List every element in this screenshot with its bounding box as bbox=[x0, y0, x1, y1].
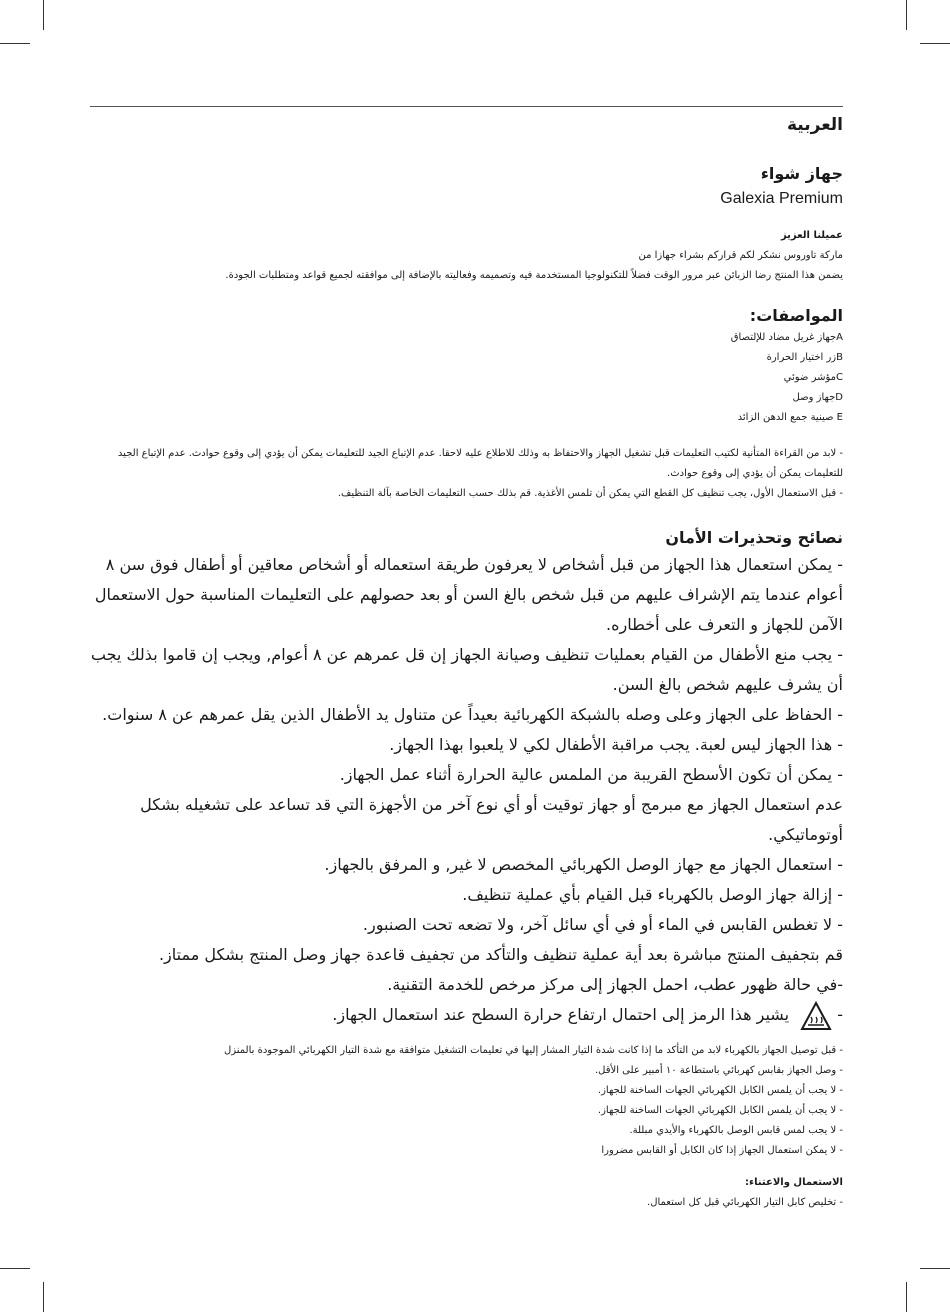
note-item: - لابد من القراءة المتأنية لكتيب التعليمات قبل تشغيل الجهاز والاحتفاظ به وذلك للاطلاع عليه لاحقا. عدم الإتباع الجيد للتعليمات يمكن أن يؤدي إلى وقوع حوادث. عدم الإتباع الجيد للتعليمات يمكن أن يؤدي إلى وقوع حوادث. bbox=[117, 448, 843, 479]
spec-item: Dجهاز وصل bbox=[792, 392, 843, 403]
safety-item: - هذا الجهاز ليس لعبة. يجب مراقبة الأطفال لكي لا يلعبوا بهذا الجهاز. bbox=[389, 735, 843, 754]
hot-surface-text: يشير هذا الرمز إلى احتمال ارتفاع حرارة السطح عند استعمال الجهاز. bbox=[332, 1005, 790, 1024]
crop-mark bbox=[43, 0, 44, 30]
safety-item: - يمكن استعمال هذا الجهاز من قبل أشخاص لا يعرفون طريقة استعماله أو أشخاص معاقين أو أطفال فوق سن ٨ أعوام عندما يتم الإشراف عليهم من قبل شخص بالغ السن أو بعد حصولهم على التعليمات المناسبة حول الاستعمال الآمن للجهاز و التعرف على أخطاره. bbox=[94, 555, 843, 634]
spec-item: E صينية جمع الدهن الزائد bbox=[737, 412, 843, 423]
crop-mark bbox=[906, 0, 907, 30]
crop-mark bbox=[920, 43, 950, 44]
crop-mark bbox=[0, 1268, 30, 1269]
electrical-item: - لا يجب لمس قابس الوصل بالكهرباء والأيدي مبللة. bbox=[629, 1124, 843, 1136]
safety-item: عدم استعمال الجهاز مع مبرمج أو جهاز توقيت أو أي نوع آخر من الأجهزة التي قد تساعد على تشغيله بشكل أوتوماتيكي. bbox=[140, 795, 843, 844]
electrical-item: - لا يجب أن يلمس الكابل الكهربائي الجهات الساخنة للجهاز. bbox=[597, 1084, 843, 1096]
safety-item: -في حالة ظهور عطب، احمل الجهاز إلى مركز مرخص للخدمة التقنية. bbox=[387, 975, 843, 994]
product-model: Galexia Premium bbox=[720, 190, 843, 207]
notes-section bbox=[90, 444, 843, 504]
manual-page bbox=[90, 110, 843, 1213]
crop-mark bbox=[0, 43, 30, 44]
intro-section bbox=[90, 226, 843, 286]
electrical-section bbox=[90, 1041, 843, 1161]
note-item: - قبل الاستعمال الأول، يجب تنظيف كل القطع التي يمكن أن تلمس الأغذية. قم بذلك حسب التعليمات الخاصة بآلة التنظيف. bbox=[337, 488, 843, 499]
intro-greeting: عميلنا العزيز bbox=[780, 230, 843, 241]
spec-item: Bزر اختيار الحرارة bbox=[766, 352, 843, 363]
safety-heading: نصائح وتحذيرات الأمان bbox=[665, 528, 843, 547]
safety-item: - يجب منع الأطفال من القيام بعمليات تنظيف وصيانة الجهاز إن قل عمرهم عن ٨ أعوام, ويجب إن قاموا بذلك يجب أن يشرف عليهم شخص بالغ السن. bbox=[90, 645, 843, 694]
safety-section bbox=[90, 526, 843, 1031]
specs-heading: المواصفات: bbox=[749, 306, 843, 325]
spec-item: Cمؤشر ضوئي bbox=[783, 372, 843, 383]
electrical-item: - قبل توصيل الجهاز بالكهرباء لابد من التأكد ما إذا كانت شدة التيار المشار إليها في تعليمات التشغيل متوافقة مع شدة التيار الكهربائي الموجودة بالمنزل bbox=[223, 1044, 843, 1056]
usage-section bbox=[90, 1173, 843, 1213]
safety-item: - الحفاظ على الجهاز وعلى وصله بالشبكة الكهربائية بعيداً عن متناول يد الأطفال الذين يقل عمرهم عن ٨ سنوات. bbox=[102, 705, 843, 724]
intro-line: يضمن هذا المنتج رضا الزبائن عبر مرور الوقت فضلاً للتكنولوجيا المستخدمة فيه وتصميمه وفعاليته بالإضافة إلى موافقته لجميع قواعد ومتطلبات الجودة. bbox=[225, 270, 843, 281]
safety-item: - يمكن أن تكون الأسطح القريبة من الملمس عالية الحرارة أثناء عمل الجهاز. bbox=[339, 765, 843, 784]
crop-mark bbox=[920, 1268, 950, 1269]
usage-item: - تخليص كابل التيار الكهربائي قبل كل استعمال. bbox=[647, 1196, 843, 1208]
safety-item: قم بتجفيف المنتج مباشرة بعد أية عملية تنظيف والتأكد من تجفيف قاعدة جهاز وصل المنتج بشكل ممتاز. bbox=[158, 945, 843, 964]
crop-mark bbox=[43, 1282, 44, 1312]
hot-surface-warning-icon bbox=[800, 1001, 832, 1031]
crop-mark bbox=[906, 1282, 907, 1312]
specs-section bbox=[90, 304, 843, 428]
safety-item: - لا تغطس القابس في الماء أو في أي سائل آخر، ولا تضعه تحت الصنبور. bbox=[362, 915, 843, 934]
safety-item: - استعمال الجهاز مع جهاز الوصل الكهربائي المخصص لا غير, و المرفق بالجهاز. bbox=[324, 855, 843, 874]
language-heading: العربية bbox=[786, 115, 843, 135]
usage-heading: الاستعمال والاعتناء: bbox=[744, 1176, 843, 1188]
electrical-item: - وصل الجهاز بقابس كهربائي باستطاعة ١٠ أمبير على الأقل. bbox=[594, 1064, 843, 1076]
intro-line: ماركة تاوروس نشكر لكم قراركم بشراء جهازا من bbox=[638, 250, 843, 261]
electrical-item: - لا يمكن استعمال الجهاز إذا كان الكابل أو القابس مضرورا bbox=[601, 1144, 843, 1156]
spec-item: Aجهاز غريل مضاد للإلتصاق bbox=[730, 332, 843, 343]
product-title: جهاز شواء bbox=[760, 164, 843, 183]
hot-surface-dash: - bbox=[837, 1005, 843, 1024]
header-rule bbox=[90, 106, 843, 107]
hot-surface-note bbox=[90, 1000, 843, 1031]
electrical-item: - لا يجب أن يلمس الكابل الكهربائي الجهات الساخنة للجهاز. bbox=[597, 1104, 843, 1116]
safety-item: - إزالة جهاز الوصل بالكهرباء قبل القيام بأي عملية تنظيف. bbox=[462, 885, 843, 904]
